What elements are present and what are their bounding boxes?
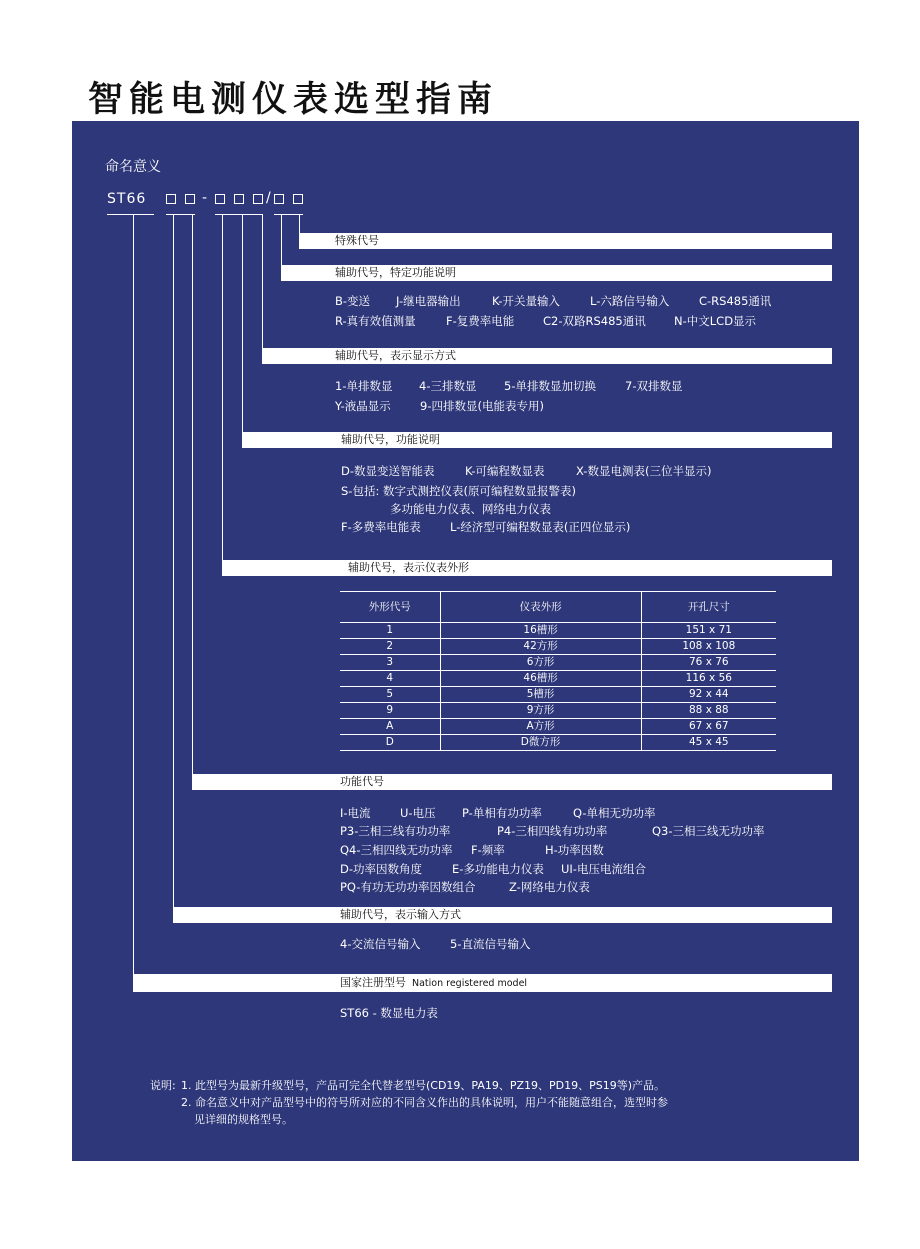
table-cell: 45 x 45 <box>689 736 729 748</box>
table-header-cell: 仪表外形 <box>440 592 642 622</box>
bar-registered <box>133 974 832 992</box>
note-item: 见详细的规格型号。 <box>194 1113 293 1126</box>
option-text: 4-三排数显 <box>419 379 477 393</box>
table-cell: 5 <box>386 688 394 700</box>
table-row <box>340 687 776 703</box>
option-text: D-功率因数角度 <box>340 862 423 876</box>
bar-aux-display <box>262 348 832 364</box>
connector-line <box>222 215 223 574</box>
connector-line <box>173 215 174 918</box>
option-text: S-包括: 数字式测控仪表(原可编程数显报警表) <box>341 484 576 498</box>
option-text: F-多费率电能表 <box>341 520 421 534</box>
bar-label <box>340 974 527 993</box>
aux-special-line-2 <box>335 313 756 329</box>
bar-label: 辅助代号，功能说明 <box>341 433 440 446</box>
option-text: P-单相有功功率 <box>462 806 542 820</box>
option-text: F-频率 <box>471 843 505 857</box>
table-cell: D微方形 <box>440 735 642 750</box>
connector-line <box>133 215 134 983</box>
table-cell: 116 x 56 <box>685 672 732 684</box>
note-item: 1. 此型号为最新升级型号，产品可完全代替老型号(CD19、PA19、PZ19、PD19、PS19等)产品。 <box>181 1079 666 1092</box>
code-slot-box <box>185 194 195 204</box>
table-header-row <box>340 592 776 623</box>
option-text: 多功能电力仪表、网络电力仪表 <box>390 502 551 516</box>
code-slot-box <box>293 194 303 204</box>
option-text: UI-电压电流组合 <box>561 862 646 876</box>
option-text: F-复费率电能 <box>446 314 515 328</box>
aux-function-line-2 <box>341 483 576 499</box>
bar-aux-special <box>281 265 832 281</box>
option-text: E-多功能电力仪表 <box>452 862 544 876</box>
aux-function-line-3 <box>390 501 551 517</box>
option-text: L-六路信号输入 <box>590 294 670 308</box>
option-text: C-RS485通讯 <box>699 294 772 308</box>
option-text: Q3-三相三线无功功率 <box>652 824 765 838</box>
aux-special-line-1 <box>335 293 771 309</box>
table-row <box>340 719 776 735</box>
option-text: PQ-有功无功功率因数组合 <box>340 880 476 894</box>
page-title: 智能电测仪表选型指南 <box>88 80 499 120</box>
code-underline <box>166 214 195 215</box>
option-text: 5-单排数显加切换 <box>504 379 596 393</box>
code-slot-box <box>234 194 244 204</box>
code-slot-box <box>253 194 263 204</box>
connector-line <box>242 215 243 445</box>
table-cell: 151 x 71 <box>685 624 732 636</box>
option-text: B-变送 <box>335 294 371 308</box>
naming-heading: 命名意义 <box>105 159 161 175</box>
aux-display-line-2 <box>335 398 544 414</box>
option-text: L-经济型可编程数显表(正四位显示) <box>450 520 631 534</box>
notes-prefix: 说明: <box>150 1079 176 1092</box>
table-cell: 42方形 <box>440 639 642 654</box>
table-row <box>340 703 776 719</box>
option-text: U-电压 <box>400 806 436 820</box>
option-text: X-数显电测表(三位半显示) <box>576 464 712 478</box>
table-cell: 46槽形 <box>440 671 642 686</box>
connector-line <box>192 215 193 785</box>
table-cell: D <box>385 736 394 748</box>
aux-function-line-4 <box>341 519 630 535</box>
table-cell: 16槽形 <box>440 623 642 638</box>
bar-label: 辅助代号，表示显示方式 <box>335 349 456 362</box>
option-text: C2-双路RS485通讯 <box>543 314 646 328</box>
table-row <box>340 623 776 639</box>
table-row <box>340 671 776 687</box>
table-cell: A <box>386 720 394 732</box>
option-text: 5-直流信号输入 <box>450 937 531 951</box>
option-text: 7-双排数显 <box>625 379 683 393</box>
bar-label: 辅助代号，表示输入方式 <box>340 908 461 921</box>
table-cell: 76 x 76 <box>689 656 729 668</box>
bar-special-code <box>299 233 832 249</box>
code-underline <box>107 214 154 215</box>
option-text: N-中文LCD显示 <box>674 314 757 328</box>
table-cell: 6方形 <box>440 655 642 670</box>
table-cell: 2 <box>386 640 394 652</box>
option-text: Y-液晶显示 <box>335 399 391 413</box>
table-cell: 3 <box>386 656 394 668</box>
registered-line-1 <box>340 1005 438 1021</box>
option-text: R-真有效值测量 <box>335 314 416 328</box>
registered-label-en: Nation registered model <box>412 978 528 989</box>
option-text: K-开关量输入 <box>492 294 560 308</box>
function-line-1 <box>340 805 656 821</box>
note-item: 2. 命名意义中对产品型号中的符号所对应的不同含义作出的具体说明，用户不能随意组合，选型时参 <box>181 1096 668 1109</box>
connector-line <box>262 215 263 362</box>
option-text: I-电流 <box>340 806 371 820</box>
bar-aux-function <box>242 432 832 448</box>
option-text: K-可编程数显表 <box>465 464 545 478</box>
bar-aux-input <box>173 907 832 923</box>
code-slot-box <box>215 194 225 204</box>
option-text: J-继电器输出 <box>396 294 461 308</box>
shape-table <box>340 591 776 751</box>
option-text: Z-网络电力仪表 <box>509 880 590 894</box>
option-text: 1-单排数显 <box>335 379 393 393</box>
registered-label: 国家注册型号 <box>340 976 406 989</box>
table-cell: 4 <box>386 672 394 684</box>
aux-function-line-1 <box>341 463 711 479</box>
table-row <box>340 639 776 655</box>
table-cell: 1 <box>386 624 394 636</box>
table-cell: 92 x 44 <box>689 688 729 700</box>
bar-label: 特殊代号 <box>335 234 379 247</box>
bar-label: 辅助代号，表示仪表外形 <box>348 561 469 574</box>
bar-label: 功能代号 <box>340 775 384 788</box>
bar-function-code <box>192 774 832 790</box>
table-cell: 9方形 <box>440 703 642 718</box>
option-text: Q4-三相四线无功功率 <box>340 843 453 857</box>
table-row <box>340 735 776 750</box>
table-cell: 67 x 67 <box>689 720 729 732</box>
option-text: P3-三相三线有功功率 <box>340 824 451 838</box>
option-text: 9-四排数显(电能表专用) <box>420 399 544 413</box>
function-line-3 <box>340 842 604 858</box>
bar-label: 辅助代号，特定功能说明 <box>335 266 456 279</box>
option-text: 4-交流信号输入 <box>340 937 421 951</box>
function-line-4 <box>340 861 646 877</box>
table-cell: 9 <box>386 704 394 716</box>
selection-guide-panel <box>72 121 859 1161</box>
table-cell: 88 x 88 <box>689 704 729 716</box>
option-text: D-数显变送智能表 <box>341 464 435 478</box>
table-header-cell: 开孔尺寸 <box>687 601 730 613</box>
option-text: H-功率因数 <box>545 843 604 857</box>
aux-display-line-1 <box>335 378 682 394</box>
table-cell: 108 x 108 <box>682 640 736 652</box>
table-cell: 5槽形 <box>440 687 642 702</box>
function-line-5 <box>340 879 590 895</box>
option-text: P4-三相四线有功功率 <box>497 824 608 838</box>
code-slot-box <box>166 194 176 204</box>
option-text: ST66 - 数显电力表 <box>340 1006 438 1020</box>
table-cell: A方形 <box>440 719 642 734</box>
table-header-cell: 外形代号 <box>368 601 411 613</box>
code-dash: - <box>202 190 208 206</box>
table-row <box>340 655 776 671</box>
option-text: Q-单相无功功率 <box>573 806 656 820</box>
input-line-1 <box>340 936 530 952</box>
model-code: ST66 <box>107 191 147 207</box>
function-line-2 <box>340 823 765 839</box>
bar-aux-shape <box>222 560 832 576</box>
code-slot-box <box>274 194 284 204</box>
code-slash: / <box>266 190 271 206</box>
